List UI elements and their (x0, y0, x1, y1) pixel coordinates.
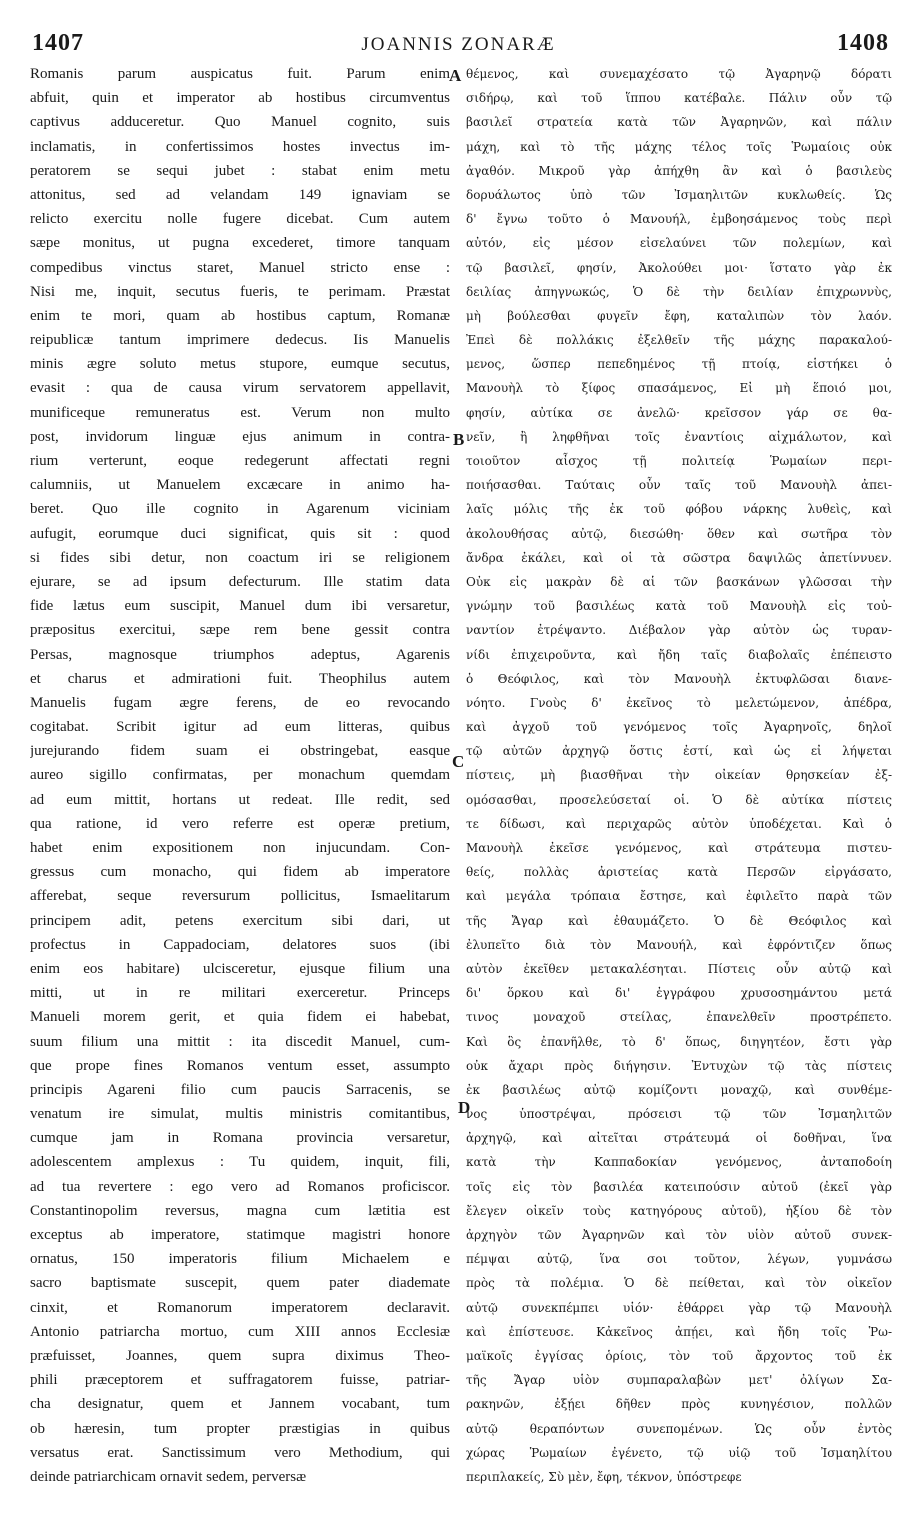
left-page-number: 1407 (32, 30, 84, 56)
text-line: ad tua revertere : ego vero ad Romanos proficiscor. (30, 1178, 450, 1195)
text-line: ἄνδρα ἐκάλει, καὶ οἱ τὰ σῶστρα δαψιλῶς ἀπετίννυεν. (466, 550, 892, 565)
text-line: δ' ἔγνω τοῦτο ὁ Μανουήλ, ἐμβοησάμενος τοὺς περὶ (466, 212, 892, 227)
text-line: Ἐπεὶ δὲ πολλάκις ἐξελθεῖν τῆς μάχης παρακαλού- (466, 333, 892, 348)
text-line: τε δίδωσι, καὶ περιχαρῶς αὐτὸν ὑποδέχεται. Καὶ ὁ (466, 816, 892, 831)
text-line: jurejurando fidem suam ei obstringebat, easque (30, 743, 450, 760)
text-line: θείς, πολλὰς ἀριστείας κατὰ Περσῶν εἰργάσατο, (466, 865, 892, 880)
text-line: enim te mori, quam ab hostibus captum, Romanæ (30, 307, 450, 324)
text-line: principem adit, petens exercitum sibi dari, ut (30, 912, 450, 929)
text-line: phili præceptorem et suffragatorem fuisse, patriar- (30, 1372, 450, 1389)
text-line: profectus in Cappadociam, delatores suos (ibi (30, 936, 450, 953)
text-line: deinde patriarchicam ornavit sedem, perversæ (30, 1468, 307, 1485)
text-line: munificeque remuneratus est. Verum non multo (30, 404, 450, 421)
text-line: Οὐκ εἰς μακρὰν δὲ αἱ τῶν βασκάνων γλῶσσαι τὴν (466, 574, 892, 589)
text-line: ποιήσασθαι. Ταύταις οὖν ταῖς τοῦ Μανουὴλ ἀπει- (466, 478, 892, 493)
margin-marker-d: D (458, 1098, 471, 1117)
text-line: enim eos habitare) ulcisceretur, ejusque filium una (30, 960, 450, 977)
text-line: ομόσασθαι, προσελεύσεταί οἱ. Ὁ δὲ αὐτίκα πίστεις (466, 792, 892, 807)
text-line: præfuisset, Joannes, quem supra diximus Theo- (30, 1347, 450, 1364)
text-line: evasit : qua de causa virum servatorem appellavit, (30, 380, 450, 397)
text-line: περιπλακείς, Σὺ μὲν, ἔφη, τέκνον, ὑπόστρεφε (466, 1469, 742, 1484)
text-line: Manueli morem gerit, et quia fidem ei habebat, (30, 1009, 450, 1026)
text-line: gressus cum monacho, qui fidem ab imperatore (30, 864, 450, 881)
text-line: τινος μοναχοῦ στείλας, ἐπανελθεῖν προστρέπετο. (466, 1010, 892, 1025)
text-line: que prope fines Romanos ventum esset, assumpto (30, 1057, 450, 1074)
text-line: mitti, ut in re militari exerceretur. Princeps (30, 985, 450, 1002)
text-line: θέμενος, καὶ συνεμαχέσατο τῷ Ἀγαρηνῷ δόρατι (466, 67, 892, 81)
text-line: cogitabat. Scribit igitur ad eum litteras, quibus (30, 719, 450, 736)
text-line: καὶ μεγάλα τρόπαια ἔστησε, καὶ ἐφιλεῖτο παρὰ τῶν (466, 889, 892, 904)
text-line: μαϊκοῖς ἐγγίσας ὁρίοις, τὸν τοῦ ἄρχοντος τοῦ ἐκ (466, 1348, 892, 1363)
text-line: δι' ὅρκου καὶ δι' ἐγγράφου χρυσοσημάντου μετά (466, 986, 892, 1001)
text-line: πρὸς τὰ πολέμια. Ὁ δὲ πείθεται, καὶ τὸν οἰκεῖον (466, 1276, 892, 1291)
text-line: φησίν, αὐτίκα σε ἀνελῶ· κρεῖσσον γάρ σε θα- (466, 405, 892, 420)
text-line: minis ægre soluto metus stupore, eumque secutus, (30, 356, 450, 373)
text-line: γνώμην τοῦ βασιλέως κατὰ τοῦ Μανουὴλ εἰς τοὐ- (466, 599, 892, 614)
text-line: ornatus, 150 imperatoris filium Michaelem e (30, 1251, 450, 1268)
greek-column (466, 62, 892, 1489)
text-line: Manuelis fugam ægre ferens, de eo revocando (30, 694, 450, 711)
text-line: νόητο. Γνοὺς δ' ἐκεῖνος τὸ μελετώμενον, ἀπέδρα, (466, 695, 892, 710)
text-line: ad eum mittit, hortans ut redeat. Ille redit, sed (30, 791, 450, 808)
text-line: Romanis parum auspicatus fuit. Parum enim (30, 66, 450, 82)
text-line: Μανουὴλ τὸ ξίφος σπασάμενος, Εἰ μὴ ἕποιό μοι, (466, 381, 892, 396)
text-line: τῷ βασιλεῖ, φησίν, Ἀκολούθει μοι· ἵστατο γὰρ ἐκ (466, 260, 892, 275)
page-header (22, 30, 895, 60)
text-line: ἔλεγεν οἰκεῖν τοὺς κατηγόρους αὐτοῦ), ἠξίου δὲ τὸν (466, 1203, 892, 1218)
text-line: sacro baptismate suscepit, quem pater diademate (30, 1275, 450, 1292)
margin-marker-c: C (452, 752, 465, 771)
text-line: versatus erat. Sanctissimum vero Methodium, qui (30, 1444, 450, 1461)
text-line: ἀγαθόν. Μικροῦ γὰρ ἀπήχθη ἂν καὶ ὁ βασιλεὺς (466, 163, 892, 178)
text-line: ob hæresin, tum propter præstigias in quibus (30, 1420, 450, 1437)
text-line: suum filium una mittit : ita discedit Manuel, cum- (30, 1033, 450, 1050)
text-line: λαῖς μόλις τῆς ἐκ τοῦ φόβου νάρκης λυθεὶς, καὶ (466, 502, 892, 517)
text-line: βασιλεῖ στρατεία κατὰ τῶν Ἀγαρηνῶν, καὶ πάλιν (466, 115, 892, 130)
text-line: cinxit, et Romanorum imperatorem declaravit. (30, 1299, 450, 1316)
text-line: ἀρχηγῷ, καὶ αἰτεῖται στράτευμά οἱ δοθῆναι, ἵνα (466, 1131, 892, 1146)
text-line: Constantinopolim reversus, magna cum lætitia est (30, 1202, 450, 1219)
text-line: post, invidorum linguæ ejus animum in contra- (30, 428, 450, 445)
text-line: ὁ Θεόφιλος, καὶ τὸν Μανουὴλ ἐκτυφλῶσαι διανε- (466, 671, 892, 686)
text-line: Nisi me, inquit, secutus fueris, te perimam. Præstat (30, 283, 450, 300)
text-line: τῆς Ἄγαρ υἱὸν συμπαραλαβὼν μετ' ὀλίγων Σα- (466, 1373, 892, 1388)
text-line: ἐλυπεῖτο διὰ τὸν Μανουήλ, καὶ ἐφρόντιζεν ὅπως (466, 937, 892, 952)
text-line: adolescentem amplexus : Tu quidem, inquit, fili, (30, 1154, 450, 1171)
text-line: καὶ ἀγχοῦ τοῦ γενόμενος τοῖς Ἀγαρηνοῖς, δηλοῖ (466, 720, 892, 735)
right-page-number: 1408 (837, 30, 889, 56)
text-line: exceptus ab imperatore, statimque magistri honore (30, 1227, 450, 1243)
text-line: κατὰ τὴν Καππαδοκίαν γενόμενος, ἀνταποδοίη (466, 1155, 892, 1170)
text-line: sæpe monitus, ut pugna excederet, timore tanquam (30, 235, 450, 252)
text-line: αὐτόν, εἰς μέσον εἰσελαύνει τῶν πολεμίων, καὶ (466, 236, 892, 251)
text-line: χώρας Ῥωμαίων ἐγένετο, τῷ υἱῷ τοῦ Ἰσμαηλίτου (466, 1445, 892, 1460)
text-line: ejurare, se ad ipsum defecturum. Ille statim data (30, 573, 450, 590)
text-line: præpositus exercitui, sæpe rem bene gessit contra (30, 622, 450, 639)
text-line: inclamatis, in confertissimos hostes invectus im- (30, 138, 450, 155)
text-line: aufugit, eorumque duci significat, quis sit : quod (30, 525, 450, 542)
text-line: calumniis, ut Manuelem excæcare in animo ha- (30, 477, 450, 494)
text-line: μενος, ὥσπερ πεπεδημένος τῇ πτοίᾳ, εἱστήκει ὁ (466, 357, 892, 372)
margin-marker-a: A (449, 66, 462, 85)
text-line: compedibus vinctus staret, Manuel stricto ense : (30, 259, 450, 276)
text-line: Antonio patriarcha mortuo, cum XIII annos Ecclesiæ (30, 1323, 450, 1340)
text-line: venatum ire simulat, multis ministris comitantibus, (30, 1106, 450, 1123)
text-line: νος ὑποστρέψαι, πρόσεισι τῷ τῶν Ἰσμαηλιτῶν (466, 1107, 892, 1122)
text-line: τῆς Ἄγαρ καὶ ἐθαυμάζετο. Ὁ δὲ Θεόφιλος καὶ (466, 913, 892, 928)
text-line: Persas, magnosque triumphos adeptus, Agarenis (30, 646, 450, 663)
text-line: μὴ βούλεσθαι φυγεῖν ἔφη, καταλιπὼν τὸν λαόν. (466, 308, 892, 323)
text-line: τῷ αὐτῶν ἀρχηγῷ ὅστις ἐστί, καὶ ὡς εἰ λήψεται (466, 744, 892, 759)
text-line: relicto exercitu nolle fugere dicebat. Cum autem (30, 211, 450, 228)
text-line: νίδι ἐπιχειροῦντα, καὶ ἤδη ταῖς διαβολαῖς ἐπέπειστο (466, 647, 892, 662)
text-line: reipublicæ tantum imprimere dedecus. Iis Manuelis (30, 332, 450, 349)
text-line: αὐτὸν ἐκεῖθεν μετακαλέσηται. Πίστεις οὖν αὐτῷ καὶ (466, 961, 892, 976)
text-line: ἀκολουθήσας αὐτῷ, διεσώθη· ὅθεν καὶ σωτῆρα τὸν (466, 526, 892, 541)
text-line: σιδήρῳ, καὶ τοῦ ἵππου κατέβαλε. Πάλιν οὖν τῷ (466, 91, 892, 106)
text-line: afferebat, seque reversurum pollicitus, Ismaelitarum (30, 888, 450, 905)
text-line: aureo sigillo confirmatas, per monachum quemdam (30, 767, 450, 784)
text-line: et charus et admirationi fuit. Theophilus autem (30, 670, 450, 687)
text-line: beret. Quo ille cognito in Agarenum viciniam (30, 501, 450, 518)
text-line: qua ratione, id vero referre est operæ pretium, (30, 815, 450, 832)
text-line: Καὶ ὃς ἐπανῆλθε, τὸ δ' ὅπως, διηγητέον, ἔστι γὰρ (466, 1034, 892, 1049)
text-line: abfuit, quin et imperator ab hostibus circumventus (30, 90, 450, 107)
text-line: πέμψαι αὐτῷ, ἵνα σοι τοῦτον, λέγων, γυμνάσω (466, 1252, 892, 1267)
text-line: αὐτῷ θεραπόντων συνεπομένων. Ὡς οὖν ἐντὸς (466, 1421, 892, 1436)
text-line: attonitus, sed ad velandam 149 ignaviam se (30, 186, 450, 203)
text-line: δορυάλωτος ὑπὸ τῶν Ἰσμαηλιτῶν κυκλωθείς. Ὡς (466, 187, 892, 202)
latin-column (30, 62, 450, 1489)
text-line: peratorem se sequi jubet : stabat enim metu (30, 162, 450, 179)
text-line: μάχη, καὶ τὸ τῆς μάχης τέλος τοῖς Ῥωμαίοις οὐκ (466, 139, 892, 154)
text-line: fide lætus eum suscipit, Manuel dum ibi versaretur, (30, 598, 450, 615)
running-title: JOANNIS ZONARÆ (361, 34, 556, 55)
text-line: principis Agareni filio cum paucis Sarracenis, se (30, 1081, 450, 1098)
text-line: cha designatur, quem et Jannem vocabant, tum (30, 1396, 450, 1413)
text-line: ρακηνῶν, ἐξῄει δῆθεν πρὸς κυνηγέσιον, πολλῶν (466, 1397, 892, 1412)
text-line: πίστεις, μὴ βιασθῆναι τὴν οἰκείαν θρησκείαν ἐξ- (466, 768, 892, 783)
text-line: τοῖς εἰς τὸν βασιλέα κατειπούσιν αὐτοῦ (ἐκεῖ γὰρ (466, 1179, 892, 1194)
text-line: cumque jam in Romana provincia versaretur, (30, 1130, 450, 1147)
text-line: ἐκ βασιλέως αὐτῷ κομίζοντι μοναχῷ, καὶ συνθέμε- (466, 1082, 892, 1097)
text-line: Μανουὴλ ἐκεῖσε γενόμενος, καὶ στράτευμα πιστευ- (466, 841, 892, 855)
text-line: δειλίας ἀπηγνωκώς, Ὁ δὲ τὴν δειλίαν ἐπιχρωννὺς, (466, 284, 892, 299)
text-line: habet enim expositionem non injucundam. Con- (30, 840, 450, 856)
text-line: αὐτῷ συνεκπέμπει υἱόν· ἐθάρρει γὰρ τῷ Μανουὴλ (466, 1300, 892, 1315)
text-line: rium verterunt, eoque redegerunt affectati regni (30, 453, 450, 469)
margin-marker-b: B (453, 430, 465, 449)
text-line: καὶ ἐπίστευσε. Κἀκεῖνος ἀπῄει, καὶ ἤδη τοῖς Ῥω- (466, 1324, 892, 1339)
text-line: captivus adduceretur. Quo Manuel cognito, suis (30, 114, 450, 131)
text-line: ναντίον ἐτρέψαντο. Διέβαλον γὰρ αὐτὸν ὡς τυραν- (466, 623, 892, 638)
text-line: ἀρχηγὸν τῶν Ἀγαρηνῶν καὶ τὸν υἱὸν αὐτοῦ συνεκ- (466, 1228, 892, 1242)
text-line: τοιοῦτον αἶσχος τῇ πολιτείᾳ Ῥωμαίων περι- (466, 454, 892, 468)
text-line: οὐκ ἄχαρι πρὸς διήγησιν. Ἐντυχὼν τῷ τὰς πίστεις (466, 1058, 892, 1073)
text-line: si fides sibi detur, non coactum iri se religionem (30, 549, 450, 566)
text-line: νεῖν, ἢ ληφθῆναι τοῖς ἐναντίοις αἰχμάλωτον, καὶ (466, 429, 892, 444)
